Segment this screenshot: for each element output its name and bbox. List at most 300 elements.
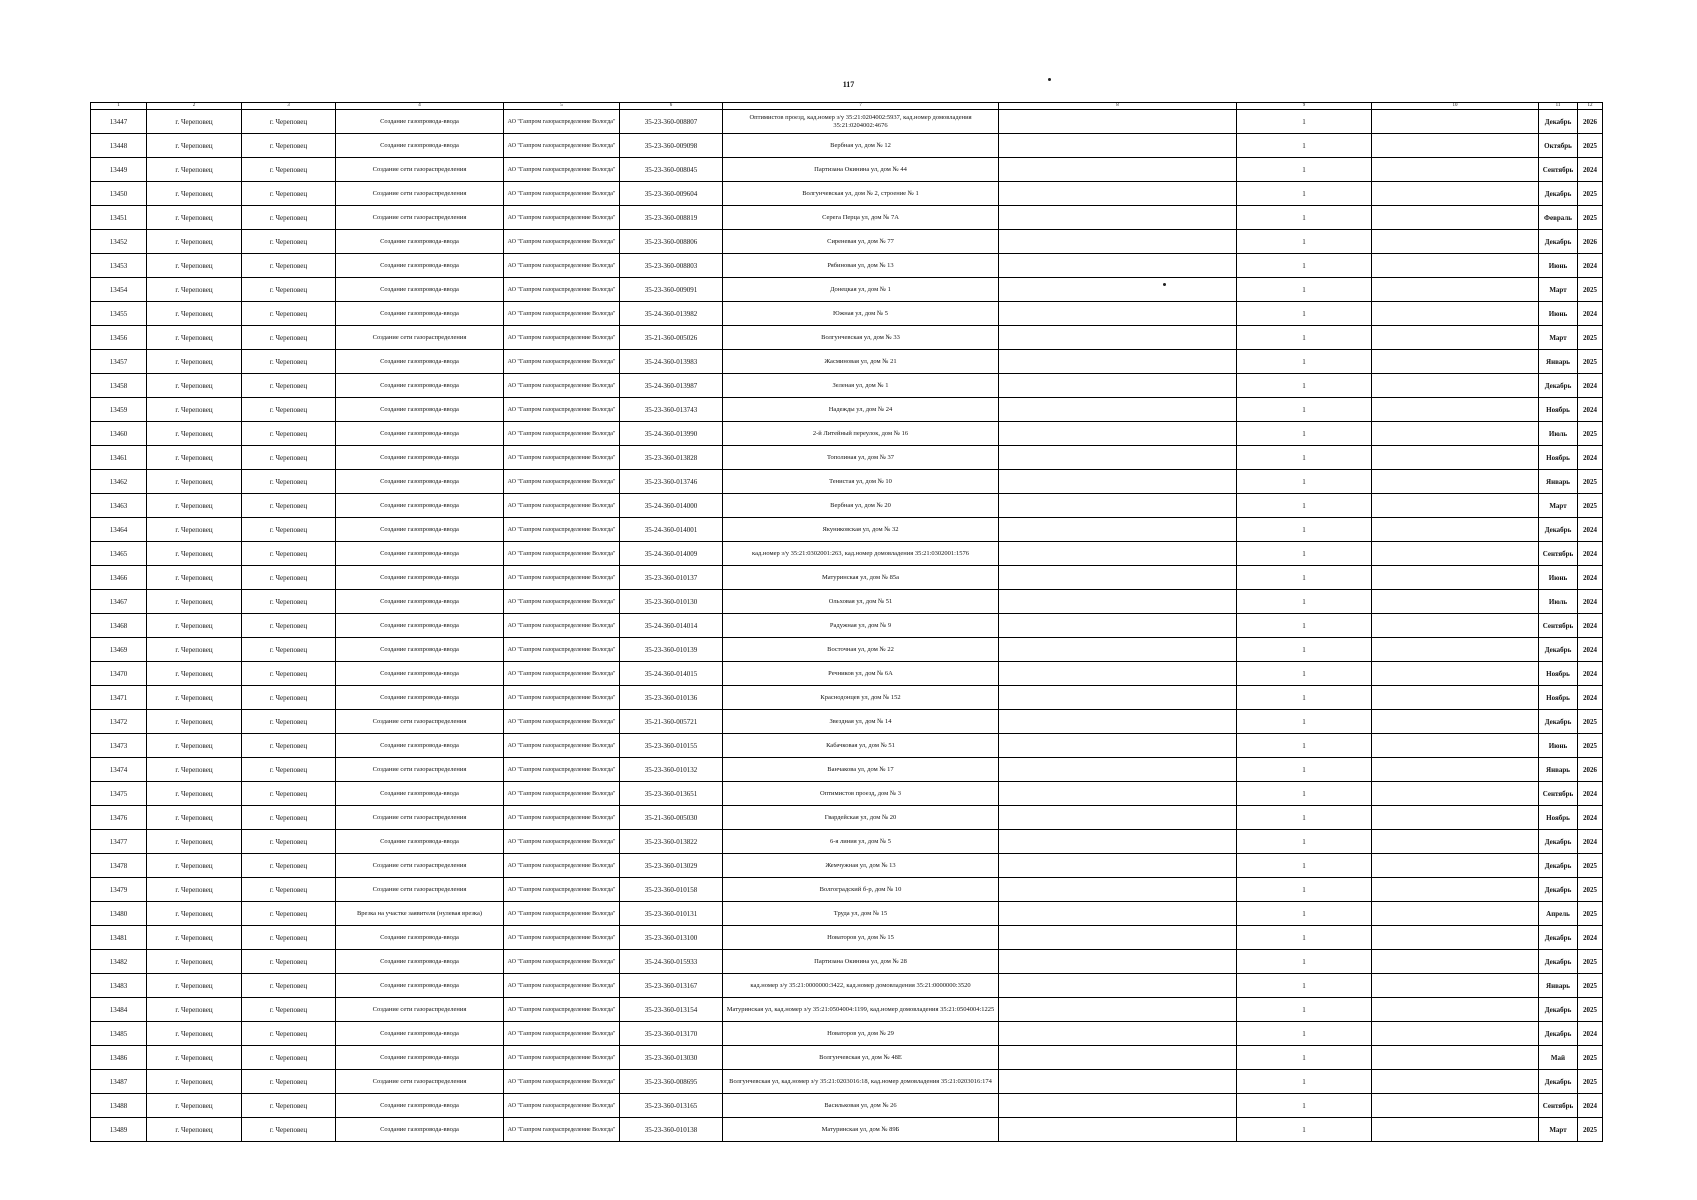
column-8-cell [999,806,1237,830]
column-10-cell [1372,614,1539,638]
owner-cell: АО "Газпром газораспределение Вологда" [504,326,620,350]
month-cell: Декабрь [1539,230,1578,254]
year-cell: 2024 [1578,1022,1603,1046]
column-10-cell [1372,326,1539,350]
table-row [91,950,1603,974]
year-cell: 2024 [1578,374,1603,398]
status-cell: 1 [1237,470,1372,494]
address-cell: Вербная ул, дом № 20 [723,494,999,518]
row-number-cell: 13476 [91,806,147,830]
work-type-cell: Создание газопровода-ввода [336,110,504,134]
column-8-cell [999,854,1237,878]
work-type-cell: Создание газопровода-ввода [336,446,504,470]
table-row [91,926,1603,950]
status-cell: 1 [1237,254,1372,278]
application-code-cell: 35-24-360-014001 [620,518,723,542]
application-code-cell: 35-23-360-008806 [620,230,723,254]
row-number-cell: 13482 [91,950,147,974]
row-number-cell: 13480 [91,902,147,926]
owner-cell: АО "Газпром газораспределение Вологда" [504,542,620,566]
year-cell: 2024 [1578,542,1603,566]
settlement-cell: г. Череповец [147,1022,242,1046]
status-cell: 1 [1237,710,1372,734]
column-10-cell [1372,758,1539,782]
column-10-cell [1372,182,1539,206]
row-number-cell: 13457 [91,350,147,374]
work-type-cell: Создание газопровода-ввода [336,470,504,494]
status-cell: 1 [1237,614,1372,638]
column-8-cell [999,230,1237,254]
application-code-cell: 35-23-360-010138 [620,1118,723,1142]
application-code-cell: 35-24-360-014015 [620,662,723,686]
application-code-cell: 35-23-360-009098 [620,134,723,158]
work-type-cell: Создание сети газораспределения [336,1070,504,1094]
column-10-cell [1372,1046,1539,1070]
year-cell: 2025 [1578,494,1603,518]
settlement-cell: г. Череповец [147,662,242,686]
column-number: 2 [147,103,242,110]
application-code-cell: 35-23-360-010132 [620,758,723,782]
month-cell: Декабрь [1539,710,1578,734]
status-cell: 1 [1237,542,1372,566]
work-type-cell: Создание газопровода-ввода [336,830,504,854]
column-10-cell [1372,638,1539,662]
column-8-cell [999,398,1237,422]
locality-cell: г. Череповец [242,518,336,542]
row-number-cell: 13449 [91,158,147,182]
table-row [91,1046,1603,1070]
owner-cell: АО "Газпром газораспределение Вологда" [504,1094,620,1118]
status-cell: 1 [1237,446,1372,470]
year-cell: 2024 [1578,566,1603,590]
column-10-cell [1372,230,1539,254]
address-cell: Донецкая ул, дом № 1 [723,278,999,302]
settlement-cell: г. Череповец [147,398,242,422]
address-cell: Тенистая ул, дом № 10 [723,470,999,494]
work-type-cell: Создание газопровода-ввода [336,782,504,806]
column-10-cell [1372,734,1539,758]
address-cell: Радужная ул, дом № 9 [723,614,999,638]
month-cell: Май [1539,1046,1578,1070]
table-row [91,350,1603,374]
work-type-cell: Создание сети газораспределения [336,998,504,1022]
owner-cell: АО "Газпром газораспределение Вологда" [504,638,620,662]
status-cell: 1 [1237,422,1372,446]
year-cell: 2025 [1578,950,1603,974]
application-code-cell: 35-23-360-010130 [620,590,723,614]
status-cell: 1 [1237,182,1372,206]
owner-cell: АО "Газпром газораспределение Вологда" [504,854,620,878]
column-number: 1 [91,103,147,110]
settlement-cell: г. Череповец [147,1070,242,1094]
application-code-cell: 35-23-360-010139 [620,638,723,662]
work-type-cell: Создание газопровода-ввода [336,494,504,518]
status-cell: 1 [1237,1022,1372,1046]
month-cell: Ноябрь [1539,446,1578,470]
work-type-cell: Создание газопровода-ввода [336,950,504,974]
application-code-cell: 35-21-360-005721 [620,710,723,734]
status-cell: 1 [1237,398,1372,422]
month-cell: Апрель [1539,902,1578,926]
column-8-cell [999,1094,1237,1118]
locality-cell: г. Череповец [242,446,336,470]
table-row [91,638,1603,662]
column-8-cell [999,686,1237,710]
column-10-cell [1372,422,1539,446]
owner-cell: АО "Газпром газораспределение Вологда" [504,254,620,278]
month-cell: Январь [1539,350,1578,374]
settlement-cell: г. Череповец [147,110,242,134]
column-number: 3 [242,103,336,110]
address-cell: Волгунчевская ул, дом № 48Е [723,1046,999,1070]
owner-cell: АО "Газпром газораспределение Вологда" [504,782,620,806]
page-number: 117 [842,80,855,89]
owner-cell: АО "Газпром газораспределение Вологда" [504,1070,620,1094]
owner-cell: АО "Газпром газораспределение Вологда" [504,158,620,182]
locality-cell: г. Череповец [242,302,336,326]
row-number-cell: 13489 [91,1118,147,1142]
owner-cell: АО "Газпром газораспределение Вологда" [504,398,620,422]
year-cell: 2024 [1578,926,1603,950]
column-number: 11 [1539,103,1578,110]
address-cell: Волгунчевская ул, дом № 2, строение № 1 [723,182,999,206]
column-10-cell [1372,470,1539,494]
row-number-cell: 13467 [91,590,147,614]
owner-cell: АО "Газпром газораспределение Вологда" [504,614,620,638]
column-8-cell [999,542,1237,566]
table-row [91,302,1603,326]
column-8-cell [999,446,1237,470]
row-number-cell: 13474 [91,758,147,782]
settlement-cell: г. Череповец [147,902,242,926]
owner-cell: АО "Газпром газораспределение Вологда" [504,686,620,710]
year-cell: 2025 [1578,878,1603,902]
address-cell: Новаторов ул, дом № 15 [723,926,999,950]
column-8-cell [999,182,1237,206]
row-number-cell: 13478 [91,854,147,878]
row-number-cell: 13460 [91,422,147,446]
table-row [91,590,1603,614]
owner-cell: АО "Газпром газораспределение Вологда" [504,710,620,734]
column-8-cell [999,878,1237,902]
application-code-cell: 35-21-360-005026 [620,326,723,350]
column-10-cell [1372,782,1539,806]
column-8-cell [999,566,1237,590]
status-cell: 1 [1237,1094,1372,1118]
status-cell: 1 [1237,1118,1372,1142]
column-10-cell [1372,902,1539,926]
settlement-cell: г. Череповец [147,998,242,1022]
month-cell: Октябрь [1539,134,1578,158]
year-cell: 2025 [1578,182,1603,206]
month-cell: Ноябрь [1539,398,1578,422]
address-cell: Матуринская ул, дом № 89Б [723,1118,999,1142]
table-row [91,374,1603,398]
row-number-cell: 13470 [91,662,147,686]
locality-cell: г. Череповец [242,974,336,998]
column-10-cell [1372,710,1539,734]
table-row [91,974,1603,998]
locality-cell: г. Череповец [242,254,336,278]
work-type-cell: Создание сети газораспределения [336,158,504,182]
table-row [91,422,1603,446]
settlement-cell: г. Череповец [147,518,242,542]
address-cell: Ольховая ул, дом № 51 [723,590,999,614]
settlement-cell: г. Череповец [147,734,242,758]
settlement-cell: г. Череповец [147,206,242,230]
table-row [91,614,1603,638]
column-8-cell [999,782,1237,806]
address-cell: Матуринская ул, кад.номер з/у 35:21:0504004:1199, кад.номер домовладения 35:21:0504004:1225 [723,998,999,1022]
address-cell: Речников ул, дом № 6А [723,662,999,686]
work-type-cell: Создание газопровода-ввода [336,542,504,566]
address-cell: Рябиновая ул, дом № 13 [723,254,999,278]
row-number-cell: 13484 [91,998,147,1022]
row-number-cell: 13448 [91,134,147,158]
year-cell: 2025 [1578,974,1603,998]
address-cell: Матуринская ул, дом № 85а [723,566,999,590]
locality-cell: г. Череповец [242,542,336,566]
registry-table [90,102,1603,1142]
column-10-cell [1372,686,1539,710]
status-cell: 1 [1237,686,1372,710]
work-type-cell: Создание газопровода-ввода [336,1022,504,1046]
application-code-cell: 35-23-360-008807 [620,110,723,134]
month-cell: Декабрь [1539,878,1578,902]
month-cell: Июнь [1539,254,1578,278]
work-type-cell: Создание газопровода-ввода [336,1094,504,1118]
column-10-cell [1372,110,1539,134]
owner-cell: АО "Газпром газораспределение Вологда" [504,494,620,518]
year-cell: 2025 [1578,854,1603,878]
table-row [91,446,1603,470]
year-cell: 2024 [1578,830,1603,854]
row-number-cell: 13463 [91,494,147,518]
application-code-cell: 35-23-360-013746 [620,470,723,494]
row-number-cell: 13465 [91,542,147,566]
month-cell: Сентябрь [1539,1094,1578,1118]
month-cell: Июнь [1539,734,1578,758]
locality-cell: г. Череповец [242,422,336,446]
settlement-cell: г. Череповец [147,470,242,494]
status-cell: 1 [1237,590,1372,614]
address-cell: Якуниковская ул, дом № 32 [723,518,999,542]
work-type-cell: Создание сети газораспределения [336,878,504,902]
application-code-cell: 35-23-360-010155 [620,734,723,758]
table-row [91,470,1603,494]
year-cell: 2024 [1578,446,1603,470]
status-cell: 1 [1237,518,1372,542]
column-number: 12 [1578,103,1603,110]
settlement-cell: г. Череповец [147,182,242,206]
work-type-cell: Создание газопровода-ввода [336,1046,504,1070]
application-code-cell: 35-23-360-013165 [620,1094,723,1118]
work-type-cell: Создание газопровода-ввода [336,590,504,614]
table-row [91,134,1603,158]
table-row [91,206,1603,230]
column-8-cell [999,974,1237,998]
work-type-cell: Врезка на участке заявителя (нулевая врезка) [336,902,504,926]
locality-cell: г. Череповец [242,278,336,302]
row-number-cell: 13462 [91,470,147,494]
year-cell: 2024 [1578,1094,1603,1118]
address-cell: Ванчакова ул, дом № 17 [723,758,999,782]
locality-cell: г. Череповец [242,470,336,494]
month-cell: Март [1539,494,1578,518]
application-code-cell: 35-23-360-008045 [620,158,723,182]
settlement-cell: г. Череповец [147,302,242,326]
address-cell: кад.номер з/у 35:21:0302001:263, кад.номер домовладения 35:21:0302001:1576 [723,542,999,566]
address-cell: Оптимистов проезд, кад.номер з/у 35:21:0204002:5937, кад.номер домовладения 35:21:0204002:4676 [723,110,999,134]
address-cell: Жасминовая ул, дом № 21 [723,350,999,374]
work-type-cell: Создание газопровода-ввода [336,614,504,638]
status-cell: 1 [1237,374,1372,398]
year-cell: 2025 [1578,350,1603,374]
owner-cell: АО "Газпром газораспределение Вологда" [504,878,620,902]
work-type-cell: Создание газопровода-ввода [336,662,504,686]
application-code-cell: 35-23-360-013828 [620,446,723,470]
year-cell: 2024 [1578,398,1603,422]
month-cell: Декабрь [1539,950,1578,974]
month-cell: Ноябрь [1539,686,1578,710]
column-8-cell [999,662,1237,686]
row-number-cell: 13459 [91,398,147,422]
row-number-cell: 13488 [91,1094,147,1118]
address-cell: Сиреневая ул, дом № 77 [723,230,999,254]
owner-cell: АО "Газпром газораспределение Вологда" [504,1022,620,1046]
status-cell: 1 [1237,998,1372,1022]
application-code-cell: 35-24-360-014009 [620,542,723,566]
row-number-cell: 13479 [91,878,147,902]
application-code-cell: 35-23-360-010136 [620,686,723,710]
status-cell: 1 [1237,662,1372,686]
column-number: 5 [504,103,620,110]
address-cell: Краснодонцев ул, дом № 152 [723,686,999,710]
month-cell: Март [1539,1118,1578,1142]
application-code-cell: 35-23-360-008819 [620,206,723,230]
locality-cell: г. Череповец [242,494,336,518]
locality-cell: г. Череповец [242,902,336,926]
owner-cell: АО "Газпром газораспределение Вологда" [504,134,620,158]
settlement-cell: г. Череповец [147,782,242,806]
year-cell: 2025 [1578,134,1603,158]
table-row [91,398,1603,422]
table-row [91,494,1603,518]
row-number-cell: 13458 [91,374,147,398]
work-type-cell: Создание газопровода-ввода [336,254,504,278]
locality-cell: г. Череповец [242,134,336,158]
settlement-cell: г. Череповец [147,614,242,638]
locality-cell: г. Череповец [242,854,336,878]
table-row [91,254,1603,278]
column-number: 9 [1237,103,1372,110]
month-cell: Июль [1539,590,1578,614]
locality-cell: г. Череповец [242,998,336,1022]
column-10-cell [1372,974,1539,998]
table-row [91,278,1603,302]
address-cell: Партизана Окинина ул, дом № 28 [723,950,999,974]
year-cell: 2024 [1578,782,1603,806]
year-cell: 2025 [1578,470,1603,494]
column-10-cell [1372,998,1539,1022]
month-cell: Ноябрь [1539,662,1578,686]
table-body [91,110,1603,1142]
address-cell: Оптимистов проезд, дом № 3 [723,782,999,806]
locality-cell: г. Череповец [242,1070,336,1094]
column-number: 8 [999,103,1237,110]
owner-cell: АО "Газпром газораспределение Вологда" [504,590,620,614]
table-row [91,1118,1603,1142]
year-cell: 2025 [1578,422,1603,446]
owner-cell: АО "Газпром газораспределение Вологда" [504,566,620,590]
year-cell: 2024 [1578,590,1603,614]
status-cell: 1 [1237,974,1372,998]
status-cell: 1 [1237,350,1372,374]
owner-cell: АО "Газпром газораспределение Вологда" [504,350,620,374]
month-cell: Январь [1539,974,1578,998]
month-cell: Сентябрь [1539,782,1578,806]
settlement-cell: г. Череповец [147,1118,242,1142]
table-row [91,1094,1603,1118]
table-row [91,110,1603,134]
column-10-cell [1372,590,1539,614]
address-cell: Труда ул, дом № 15 [723,902,999,926]
column-8-cell [999,710,1237,734]
column-10-cell [1372,446,1539,470]
column-10-cell [1372,566,1539,590]
settlement-cell: г. Череповец [147,710,242,734]
row-number-cell: 13452 [91,230,147,254]
application-code-cell: 35-23-360-013100 [620,926,723,950]
column-8-cell [999,494,1237,518]
column-8-cell [999,1046,1237,1070]
column-10-cell [1372,662,1539,686]
year-cell: 2025 [1578,734,1603,758]
table-row [91,998,1603,1022]
row-number-cell: 13471 [91,686,147,710]
locality-cell: г. Череповец [242,398,336,422]
table-row [91,326,1603,350]
settlement-cell: г. Череповец [147,134,242,158]
column-10-cell [1372,1022,1539,1046]
table-row [91,158,1603,182]
owner-cell: АО "Газпром газораспределение Вологда" [504,926,620,950]
month-cell: Январь [1539,758,1578,782]
table-row [91,230,1603,254]
address-cell: Серега Перца ул, дом № 7А [723,206,999,230]
work-type-cell: Создание сети газораспределения [336,758,504,782]
scan-speck [1048,78,1051,81]
column-10-cell [1372,806,1539,830]
column-10-cell [1372,398,1539,422]
owner-cell: АО "Газпром газораспределение Вологда" [504,518,620,542]
settlement-cell: г. Череповец [147,590,242,614]
work-type-cell: Создание сети газораспределения [336,710,504,734]
owner-cell: АО "Газпром газораспределение Вологда" [504,974,620,998]
year-cell: 2025 [1578,206,1603,230]
row-number-cell: 13466 [91,566,147,590]
row-number-cell: 13447 [91,110,147,134]
owner-cell: АО "Газпром газораспределение Вологда" [504,902,620,926]
table-row [91,734,1603,758]
table-row [91,830,1603,854]
status-cell: 1 [1237,638,1372,662]
address-cell: Волгунчевская ул, дом № 33 [723,326,999,350]
year-cell: 2025 [1578,1118,1603,1142]
work-type-cell: Создание газопровода-ввода [336,926,504,950]
month-cell: Сентябрь [1539,542,1578,566]
month-cell: Сентябрь [1539,158,1578,182]
